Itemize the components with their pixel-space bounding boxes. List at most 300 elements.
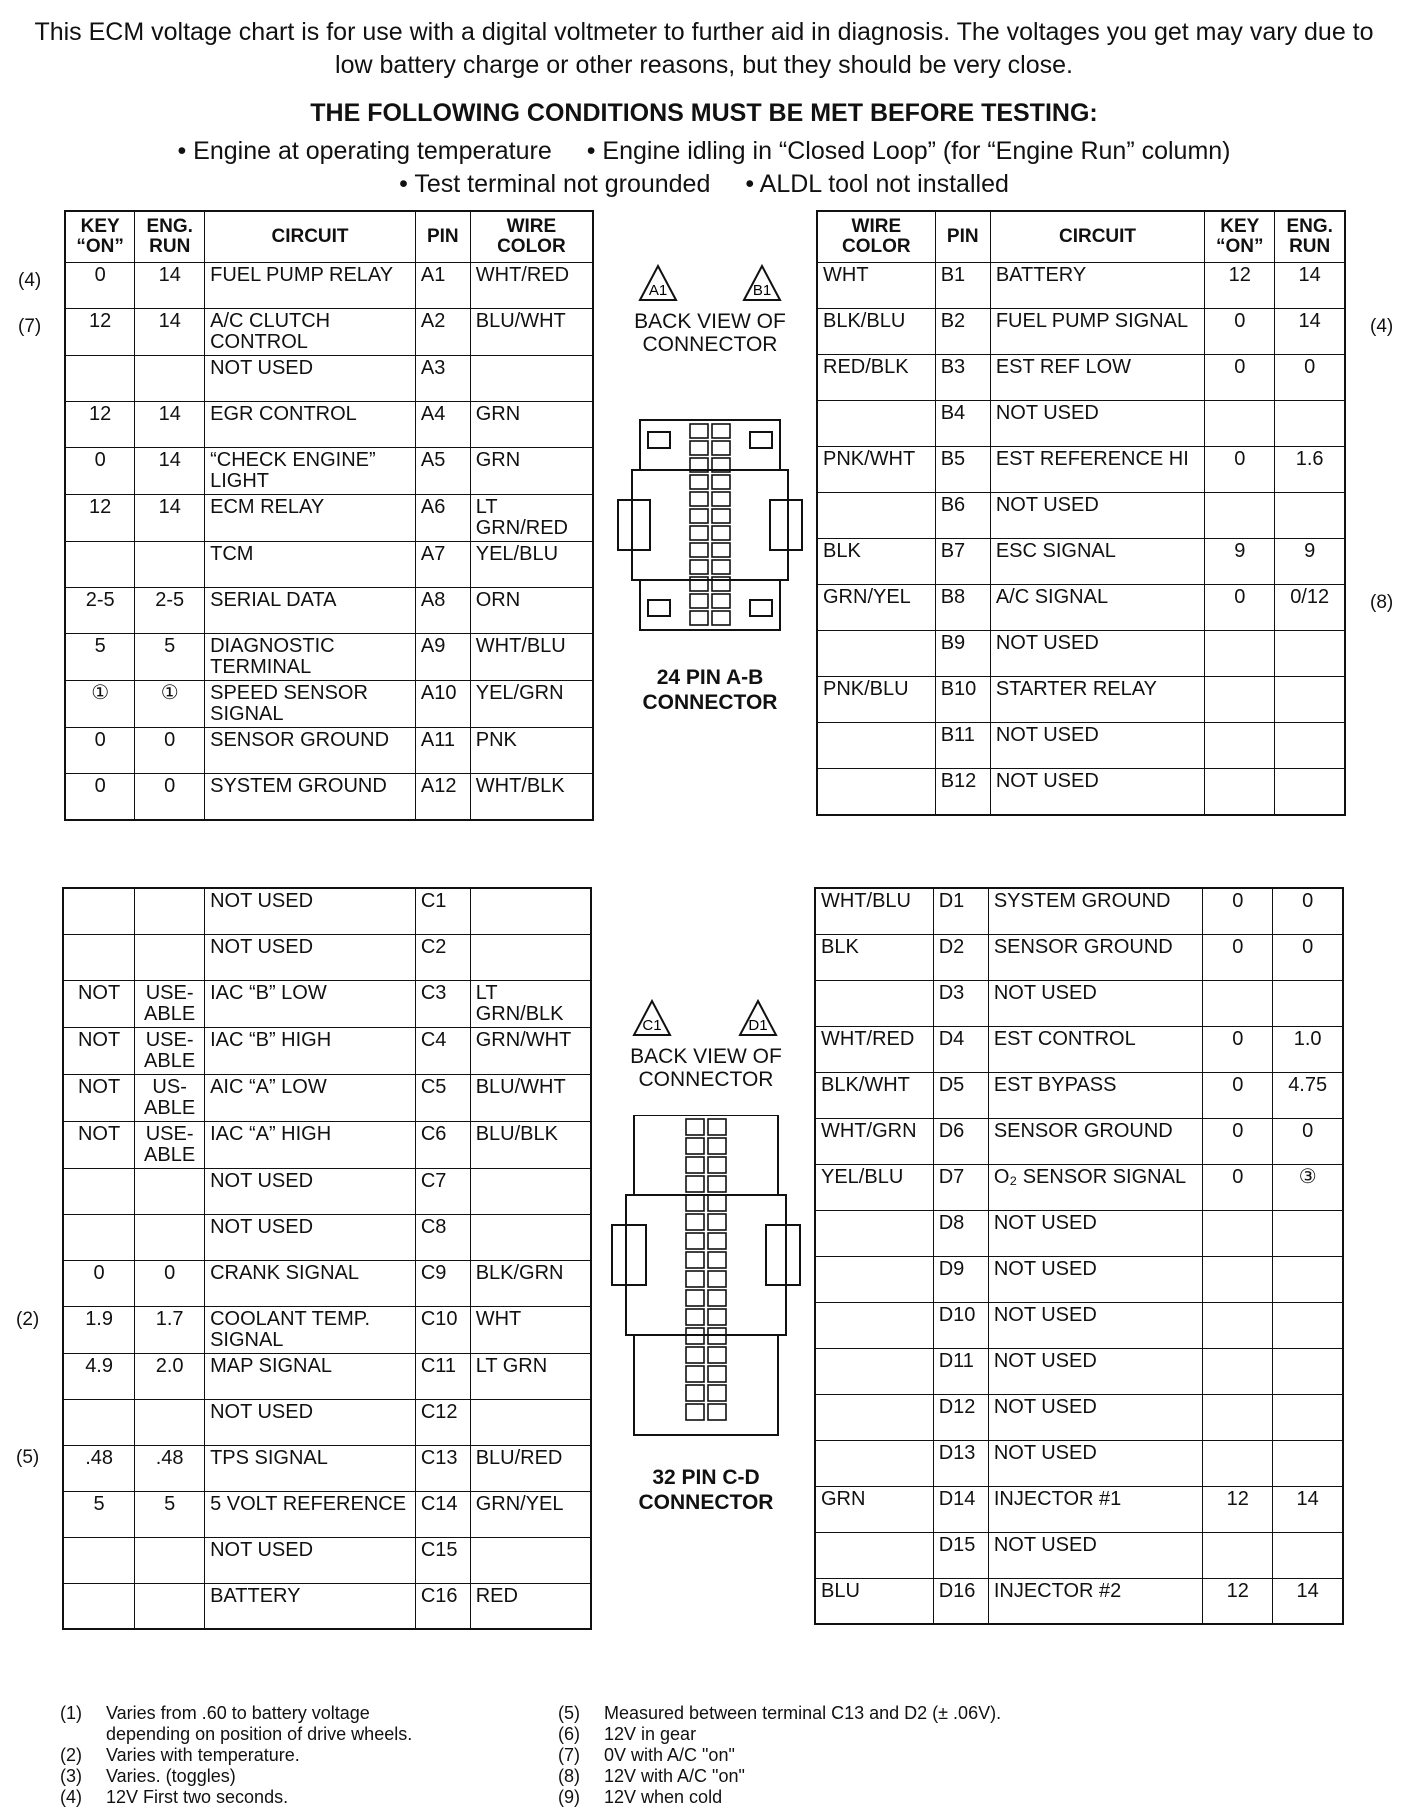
cell-circuit: NOT USED bbox=[990, 631, 1204, 677]
cell-wire: PNK/WHT bbox=[817, 447, 935, 493]
connector-pin-cavity bbox=[690, 560, 708, 574]
cell-run: 0 bbox=[1273, 888, 1343, 934]
table-row bbox=[817, 631, 1345, 677]
conditions-line-1 bbox=[20, 136, 1388, 166]
table-row bbox=[815, 1394, 1343, 1440]
cell-wire: BLK bbox=[815, 934, 933, 980]
cell-pin: D11 bbox=[933, 1348, 988, 1394]
cell-wire: WHT/RED bbox=[815, 1026, 933, 1072]
cell-circuit: BATTERY bbox=[205, 1583, 416, 1629]
cell-pin: C7 bbox=[415, 1168, 470, 1214]
cell-key bbox=[63, 1537, 135, 1583]
cell-key bbox=[1203, 1532, 1273, 1578]
cell-circuit: A/C SIGNAL bbox=[990, 585, 1204, 631]
cell-run: 0/12 bbox=[1275, 585, 1345, 631]
cell-run: ③ bbox=[1273, 1164, 1343, 1210]
table-row bbox=[65, 263, 593, 309]
cell-pin: D2 bbox=[933, 934, 988, 980]
footnote bbox=[558, 1745, 1198, 1766]
cell-wire: LT GRN/BLK bbox=[470, 980, 591, 1027]
cell-pin: B11 bbox=[935, 723, 990, 769]
cell-pin: D12 bbox=[933, 1394, 988, 1440]
cell-run: 1.6 bbox=[1275, 447, 1345, 493]
table-row bbox=[817, 309, 1345, 355]
cell-key: 0 bbox=[1203, 1072, 1273, 1118]
cell-run: 4.75 bbox=[1273, 1072, 1343, 1118]
cell-wire bbox=[470, 1537, 591, 1583]
cell-wire bbox=[470, 934, 591, 980]
connector-ab-diagram bbox=[610, 250, 810, 730]
connector-pin-cavity bbox=[686, 1366, 704, 1382]
cell-pin: B5 bbox=[935, 447, 990, 493]
table-row bbox=[63, 1214, 591, 1260]
header-circuit: CIRCUIT bbox=[990, 211, 1204, 263]
footnote-key: (3) bbox=[60, 1766, 82, 1786]
connector-pin-cavity bbox=[690, 424, 708, 438]
cell-pin: D15 bbox=[933, 1532, 988, 1578]
cell-run: 5 bbox=[135, 634, 205, 681]
footnote bbox=[558, 1724, 1198, 1745]
connector-pin-cavity bbox=[686, 1176, 704, 1192]
table-row bbox=[65, 634, 593, 681]
cell-circuit: NOT USED bbox=[990, 769, 1204, 815]
table-row bbox=[65, 402, 593, 448]
table-row bbox=[815, 1302, 1343, 1348]
cell-wire: WHT/GRN bbox=[815, 1118, 933, 1164]
cell-pin: C3 bbox=[415, 980, 470, 1027]
cell-run: 14 bbox=[135, 495, 205, 542]
connector-pin-cavity bbox=[686, 1271, 704, 1287]
cell-pin: C13 bbox=[415, 1445, 470, 1491]
cell-circuit: NOT USED bbox=[205, 1168, 416, 1214]
table-row bbox=[63, 1074, 591, 1121]
cell-circuit: NOT USED bbox=[988, 1440, 1202, 1486]
cell-pin: B1 bbox=[935, 263, 990, 309]
cell-key: 0 bbox=[1205, 309, 1275, 355]
cell-circuit: CRANK SIGNAL bbox=[205, 1260, 416, 1306]
cell-pin: B8 bbox=[935, 585, 990, 631]
table-row bbox=[63, 1168, 591, 1214]
row-note-marker: (7) bbox=[18, 316, 42, 337]
cell-key: .48 bbox=[63, 1445, 135, 1491]
cell-pin: D10 bbox=[933, 1302, 988, 1348]
connector-pin-cavity bbox=[690, 492, 708, 506]
cell-key bbox=[1203, 1440, 1273, 1486]
table-row bbox=[817, 677, 1345, 723]
connector-ab-pin-grid bbox=[690, 424, 730, 625]
cell-key bbox=[1205, 677, 1275, 723]
connector-ab-label: 24 PIN A-B CONNECTOR bbox=[642, 666, 778, 714]
table-row bbox=[817, 493, 1345, 539]
cell-circuit: EGR CONTROL bbox=[205, 402, 416, 448]
cell-key: 0 bbox=[1203, 1118, 1273, 1164]
connector-pin-cavity bbox=[690, 594, 708, 608]
cell-run: 14 bbox=[1273, 1486, 1343, 1532]
cell-wire: BLK/BLU bbox=[817, 309, 935, 355]
cell-key: 0 bbox=[1203, 934, 1273, 980]
row-note-marker: (4) bbox=[1370, 316, 1394, 337]
cell-run bbox=[1275, 677, 1345, 723]
cell-key: 0 bbox=[65, 728, 135, 774]
cell-pin: A1 bbox=[415, 263, 470, 309]
cell-wire: LT GRN bbox=[470, 1353, 591, 1399]
cell-run: .48 bbox=[135, 1445, 205, 1491]
cell-pin: D14 bbox=[933, 1486, 988, 1532]
cell-key bbox=[63, 888, 135, 934]
cell-circuit: NOT USED bbox=[990, 493, 1204, 539]
connector-ab-body bbox=[610, 400, 810, 650]
connector-pin-cavity bbox=[708, 1404, 726, 1420]
cell-key: 4.9 bbox=[63, 1353, 135, 1399]
cell-circuit: NOT USED bbox=[205, 934, 416, 980]
cell-circuit: NOT USED bbox=[988, 1348, 1202, 1394]
footnote bbox=[558, 1766, 1198, 1787]
table-row bbox=[815, 1118, 1343, 1164]
cell-run: USE-ABLE bbox=[135, 980, 205, 1027]
cell-key bbox=[1203, 1210, 1273, 1256]
cell-run bbox=[1273, 1440, 1343, 1486]
cell-key: 12 bbox=[65, 402, 135, 448]
cell-key bbox=[1203, 1256, 1273, 1302]
table-row bbox=[63, 934, 591, 980]
condition-item: • Engine at operating temperature bbox=[177, 137, 552, 165]
cell-key: 0 bbox=[65, 448, 135, 495]
cell-key: 12 bbox=[1205, 263, 1275, 309]
cell-run bbox=[1275, 769, 1345, 815]
cell-key bbox=[1205, 631, 1275, 677]
table-row bbox=[815, 1256, 1343, 1302]
table-row bbox=[63, 1399, 591, 1445]
cell-wire bbox=[817, 723, 935, 769]
table-row bbox=[815, 934, 1343, 980]
header-eng-run: ENG. RUN bbox=[135, 211, 205, 263]
cell-run bbox=[1275, 723, 1345, 769]
connector-pin-cavity bbox=[686, 1252, 704, 1268]
cell-run: 0 bbox=[1273, 934, 1343, 980]
cell-circuit: AIC “A” LOW bbox=[205, 1074, 416, 1121]
cell-run bbox=[135, 1537, 205, 1583]
table-row bbox=[817, 401, 1345, 447]
connector-pin-cavity bbox=[712, 560, 730, 574]
cell-run: 14 bbox=[1275, 263, 1345, 309]
cell-pin: A6 bbox=[415, 495, 470, 542]
cell-pin: D16 bbox=[933, 1578, 988, 1624]
footnote-key: (6) bbox=[558, 1724, 580, 1744]
cell-wire: BLU/RED bbox=[470, 1445, 591, 1491]
footnote-text: 0V with A/C "on" bbox=[604, 1745, 735, 1765]
cell-key: 0 bbox=[1203, 1164, 1273, 1210]
cell-circuit: COOLANT TEMP. SIGNAL bbox=[205, 1306, 416, 1353]
cell-pin: D5 bbox=[933, 1072, 988, 1118]
cell-circuit: MAP SIGNAL bbox=[205, 1353, 416, 1399]
cell-wire: GRN bbox=[470, 402, 593, 448]
cell-wire: BLU/WHT bbox=[470, 1074, 591, 1121]
cell-circuit: DIAGNOSTIC TERMINAL bbox=[205, 634, 416, 681]
cell-run: 14 bbox=[135, 402, 205, 448]
cell-wire: GRN/WHT bbox=[470, 1027, 591, 1074]
cell-key: 0 bbox=[1203, 1026, 1273, 1072]
cell-run bbox=[135, 934, 205, 980]
cell-pin: D7 bbox=[933, 1164, 988, 1210]
cell-circuit: EST REFERENCE HI bbox=[990, 447, 1204, 493]
cell-pin: D1 bbox=[933, 888, 988, 934]
table-row bbox=[815, 1532, 1343, 1578]
cell-circuit: TPS SIGNAL bbox=[205, 1445, 416, 1491]
cell-circuit: IAC “B” HIGH bbox=[205, 1027, 416, 1074]
cell-pin: A4 bbox=[415, 402, 470, 448]
cell-circuit: NOT USED bbox=[988, 1256, 1202, 1302]
cell-circuit: ESC SIGNAL bbox=[990, 539, 1204, 585]
cell-circuit: NOT USED bbox=[990, 723, 1204, 769]
cell-wire bbox=[815, 1210, 933, 1256]
cell-circuit: SENSOR GROUND bbox=[205, 728, 416, 774]
header-circuit: CIRCUIT bbox=[205, 211, 416, 263]
cell-pin: B6 bbox=[935, 493, 990, 539]
connector-pin-cavity bbox=[708, 1157, 726, 1173]
cell-key: 12 bbox=[65, 495, 135, 542]
cell-key: 5 bbox=[63, 1491, 135, 1537]
cell-key bbox=[63, 1168, 135, 1214]
cell-circuit: NOT USED bbox=[205, 1214, 416, 1260]
cell-circuit: A/C CLUTCH CONTROL bbox=[205, 309, 416, 356]
cell-pin: C15 bbox=[415, 1537, 470, 1583]
table-row bbox=[63, 1491, 591, 1537]
table-d-pins bbox=[814, 887, 1344, 1625]
table-c-pins bbox=[62, 887, 592, 1630]
connector-pin-cavity bbox=[712, 424, 730, 438]
cell-wire: WHT/BLK bbox=[470, 774, 593, 820]
connector-pin-cavity bbox=[690, 611, 708, 625]
marker-c1: C1 bbox=[642, 1017, 662, 1034]
cell-key: NOT bbox=[63, 1027, 135, 1074]
cell-run: ① bbox=[135, 681, 205, 728]
cell-run bbox=[1273, 1348, 1343, 1394]
cell-wire: GRN/YEL bbox=[817, 585, 935, 631]
cell-wire bbox=[815, 980, 933, 1026]
cell-run bbox=[1273, 1302, 1343, 1348]
cell-key bbox=[1203, 1302, 1273, 1348]
connector-pin-cavity bbox=[690, 526, 708, 540]
cell-wire bbox=[470, 356, 593, 402]
table-row bbox=[815, 888, 1343, 934]
connector-pin-cavity bbox=[708, 1233, 726, 1249]
cell-circuit: 5 VOLT REFERENCE bbox=[205, 1491, 416, 1537]
table-row bbox=[815, 1578, 1343, 1624]
connector-pin-cavity bbox=[686, 1214, 704, 1230]
cell-circuit: “CHECK ENGINE” LIGHT bbox=[205, 448, 416, 495]
cell-run: 0 bbox=[1273, 1118, 1343, 1164]
cell-run: 0 bbox=[135, 774, 205, 820]
cell-pin: C10 bbox=[415, 1306, 470, 1353]
cell-circuit: EST REF LOW bbox=[990, 355, 1204, 401]
footnote bbox=[60, 1745, 540, 1766]
table-row bbox=[815, 1348, 1343, 1394]
cell-circuit: BATTERY bbox=[990, 263, 1204, 309]
cell-run: USE-ABLE bbox=[135, 1121, 205, 1168]
footnote-key: (2) bbox=[60, 1745, 82, 1765]
condition-item: • ALDL tool not installed bbox=[745, 170, 1009, 198]
cell-run bbox=[135, 1583, 205, 1629]
cell-wire bbox=[817, 631, 935, 677]
footnote-text: Varies. (toggles) bbox=[106, 1766, 236, 1786]
cell-circuit: NOT USED bbox=[990, 401, 1204, 447]
cell-pin: D9 bbox=[933, 1256, 988, 1302]
footnote-key: (4) bbox=[60, 1787, 82, 1807]
header-pin: PIN bbox=[415, 211, 470, 263]
cell-pin: A8 bbox=[415, 588, 470, 634]
cell-pin: D13 bbox=[933, 1440, 988, 1486]
cell-circuit: EST BYPASS bbox=[988, 1072, 1202, 1118]
table-row bbox=[815, 1440, 1343, 1486]
cell-key: ① bbox=[65, 681, 135, 728]
cell-run: 14 bbox=[135, 263, 205, 309]
table-row bbox=[815, 1210, 1343, 1256]
cell-pin: A12 bbox=[415, 774, 470, 820]
cell-circuit: INJECTOR #2 bbox=[988, 1578, 1202, 1624]
cell-run bbox=[1275, 401, 1345, 447]
footnote-key: (8) bbox=[558, 1766, 580, 1786]
cell-key bbox=[1205, 493, 1275, 539]
cell-run bbox=[1273, 1394, 1343, 1440]
cell-wire: GRN bbox=[815, 1486, 933, 1532]
cell-wire: YEL/BLU bbox=[470, 542, 593, 588]
cell-key: NOT bbox=[63, 1074, 135, 1121]
cell-wire: WHT bbox=[817, 263, 935, 309]
cell-pin: B4 bbox=[935, 401, 990, 447]
cell-run: 14 bbox=[135, 448, 205, 495]
header-wire-color: WIRE COLOR bbox=[470, 211, 593, 263]
table-row bbox=[63, 1353, 591, 1399]
header-key-on: KEY “ON” bbox=[1205, 211, 1275, 263]
cell-pin: D8 bbox=[933, 1210, 988, 1256]
table-row bbox=[65, 542, 593, 588]
cell-wire: BLU/BLK bbox=[470, 1121, 591, 1168]
connector-pin-cavity bbox=[686, 1290, 704, 1306]
table-row bbox=[817, 585, 1345, 631]
cell-wire: WHT/BLU bbox=[815, 888, 933, 934]
cell-wire: WHT/BLU bbox=[470, 634, 593, 681]
cell-pin: A2 bbox=[415, 309, 470, 356]
cell-wire: GRN/YEL bbox=[470, 1491, 591, 1537]
cell-key bbox=[65, 356, 135, 402]
connector-pin-cavity bbox=[686, 1119, 704, 1135]
cell-pin: C11 bbox=[415, 1353, 470, 1399]
cell-key: NOT bbox=[63, 980, 135, 1027]
cell-key bbox=[1203, 1394, 1273, 1440]
cell-pin: B2 bbox=[935, 309, 990, 355]
table-row bbox=[817, 355, 1345, 401]
footnote-key: (1) bbox=[60, 1703, 82, 1723]
footnote-key: (9) bbox=[558, 1787, 580, 1807]
cell-key: 0 bbox=[1205, 447, 1275, 493]
cell-key bbox=[1205, 723, 1275, 769]
cell-wire: YEL/GRN bbox=[470, 681, 593, 728]
table-row bbox=[65, 356, 593, 402]
table-row bbox=[63, 1027, 591, 1074]
connector-pin-cavity bbox=[712, 526, 730, 540]
table-row bbox=[63, 1260, 591, 1306]
cell-key: 0 bbox=[1203, 888, 1273, 934]
table-row bbox=[63, 1537, 591, 1583]
connector-pin-cavity bbox=[690, 543, 708, 557]
connector-pin-cavity bbox=[712, 509, 730, 523]
cell-run bbox=[135, 1168, 205, 1214]
cell-circuit: NOT USED bbox=[205, 1399, 416, 1445]
cell-key bbox=[1203, 1348, 1273, 1394]
cell-run bbox=[1273, 1532, 1343, 1578]
connector-pin-cavity bbox=[686, 1157, 704, 1173]
connector-pin-cavity bbox=[708, 1385, 726, 1401]
table-row bbox=[65, 681, 593, 728]
footnotes-left bbox=[60, 1703, 540, 1808]
cell-pin: C14 bbox=[415, 1491, 470, 1537]
table-row bbox=[815, 1164, 1343, 1210]
cell-wire: BLK/GRN bbox=[470, 1260, 591, 1306]
cell-run: 2-5 bbox=[135, 588, 205, 634]
connector-pin-cavity bbox=[690, 509, 708, 523]
cell-wire: RED/BLK bbox=[817, 355, 935, 401]
connector-pin-cavity bbox=[708, 1309, 726, 1325]
cell-pin: B12 bbox=[935, 769, 990, 815]
footnote bbox=[60, 1766, 540, 1787]
cell-run bbox=[1275, 631, 1345, 677]
connector-pin-cavity bbox=[690, 475, 708, 489]
cell-circuit: INJECTOR #1 bbox=[988, 1486, 1202, 1532]
cell-circuit: SPEED SENSOR SIGNAL bbox=[205, 681, 416, 728]
header-pin: PIN bbox=[935, 211, 990, 263]
cell-wire bbox=[470, 1399, 591, 1445]
cell-pin: C1 bbox=[415, 888, 470, 934]
footnotes-right bbox=[558, 1703, 1198, 1808]
cell-run: 14 bbox=[1273, 1578, 1343, 1624]
connector-pin-cavity bbox=[686, 1347, 704, 1363]
cell-run bbox=[135, 1399, 205, 1445]
table-row bbox=[817, 539, 1345, 585]
footnote-key: (5) bbox=[558, 1703, 580, 1723]
condition-item: • Test terminal not grounded bbox=[399, 170, 711, 198]
cell-pin: D6 bbox=[933, 1118, 988, 1164]
cell-wire bbox=[470, 1214, 591, 1260]
cell-key bbox=[63, 1399, 135, 1445]
table-row bbox=[817, 263, 1345, 309]
cell-pin: C16 bbox=[415, 1583, 470, 1629]
cell-wire bbox=[815, 1302, 933, 1348]
cell-pin: C5 bbox=[415, 1074, 470, 1121]
cell-wire bbox=[817, 401, 935, 447]
cell-pin: A3 bbox=[415, 356, 470, 402]
cell-wire: BLK bbox=[817, 539, 935, 585]
connector-pin-cavity bbox=[712, 441, 730, 455]
cell-key: 0 bbox=[1205, 585, 1275, 631]
cell-wire: PNK/BLU bbox=[817, 677, 935, 723]
cell-wire: BLK/WHT bbox=[815, 1072, 933, 1118]
connector-pin-cavity bbox=[708, 1290, 726, 1306]
cell-pin: A9 bbox=[415, 634, 470, 681]
footnote-text: Varies from .60 to battery voltage depending on position of drive wheels. bbox=[106, 1703, 413, 1744]
cell-circuit: NOT USED bbox=[205, 888, 416, 934]
connector-pin-cavity bbox=[708, 1271, 726, 1287]
cell-wire: RED bbox=[470, 1583, 591, 1629]
footnote-text: 12V First two seconds. bbox=[106, 1787, 289, 1807]
cell-circuit: SERIAL DATA bbox=[205, 588, 416, 634]
connector-pin-cavity bbox=[686, 1404, 704, 1420]
cell-run: 1.0 bbox=[1273, 1026, 1343, 1072]
connector-pin-cavity bbox=[712, 475, 730, 489]
footnote-text: Measured between terminal C13 and D2 (± .06V). bbox=[604, 1703, 1002, 1723]
cell-run bbox=[1273, 1210, 1343, 1256]
connector-pin-cavity bbox=[712, 543, 730, 557]
cell-key bbox=[63, 934, 135, 980]
